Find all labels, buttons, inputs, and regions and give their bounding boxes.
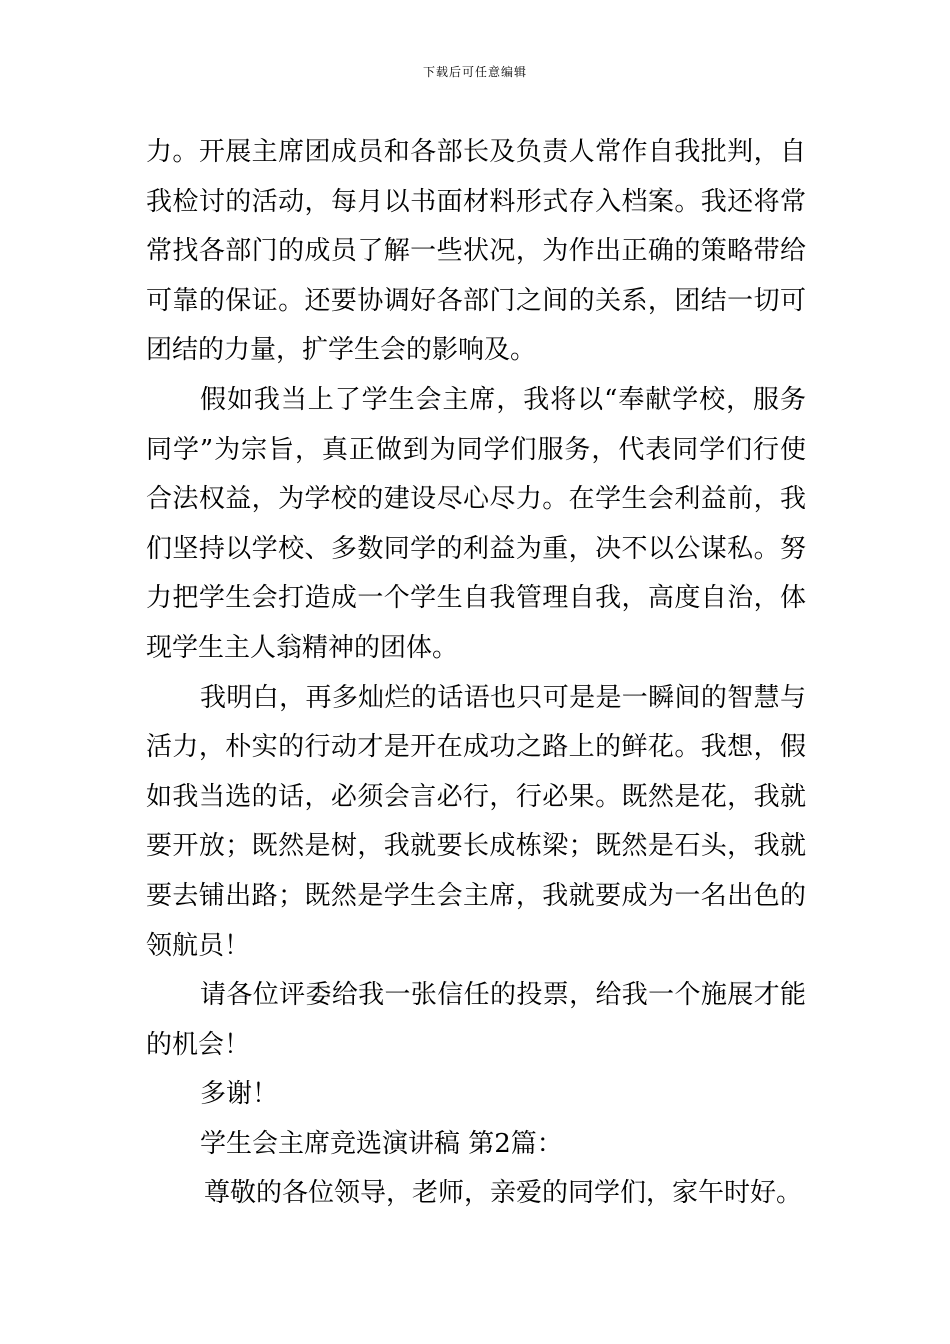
text-line: 我检讨的活动，每月以书面材料形式存入档案。我还将常: [146, 186, 806, 217]
paragraph: [146, 971, 806, 1070]
text-line: 可靠的保证。还要协调好各部门之间的关系，团结一切可: [146, 285, 806, 316]
document-body: [146, 128, 806, 1219]
text-line: 常找各部门的成员了解一些状况，为作出正确的策略带给: [146, 236, 806, 267]
text-line: 力把学生会打造成一个学生自我管理自我，高度自治，体: [146, 583, 806, 614]
paragraph: [146, 674, 806, 972]
paragraph: [146, 1070, 806, 1120]
text-line: 们坚持以学校、多数同学的利益为重，决不以公谋私。努: [146, 533, 806, 564]
paragraph: [146, 128, 806, 376]
section-heading: [146, 1120, 806, 1170]
page-header: 下载后可任意编辑: [422, 65, 527, 79]
text-line: 团结的力量，扩学生会的影响及。: [146, 335, 537, 366]
text-line: 请各位评委给我一张信任的投票，给我一个施展才能: [200, 980, 806, 1011]
paragraph: [146, 376, 806, 674]
text-line: 合法权益，为学校的建设尽心尽力。在学生会利益前，我: [146, 484, 806, 515]
text-line: 力。开展主席团成员和各部长及负责人常作自我批判，自: [146, 137, 806, 167]
text-line: 的机会！: [146, 1029, 251, 1060]
text-line: 尊敬的各位领导，老师，亲爱的同学们，家午时好。: [204, 1178, 803, 1209]
text-line: 假如我当上了学生会主席，我将以“奉献学校，服务: [200, 384, 806, 415]
text-line: 同学”为宗旨，真正做到为同学们服务，代表同学们行使: [146, 434, 806, 465]
text-line: 我明白，再多灿烂的话语也只可是是一瞬间的智慧与: [200, 682, 806, 713]
text-line: 要去铺出路；既然是学生会主席，我就要成为一名出色的: [146, 880, 806, 911]
text-line: 如我当选的话，必须会言必行，行必果。既然是花，我就: [146, 781, 806, 812]
text-line: 活力，朴实的行动才是开在成功之路上的鲜花。我想，假: [146, 732, 806, 763]
text-line: 学生会主席竞选演讲稿 第2篇：: [200, 1128, 563, 1159]
text-line: 多谢！: [200, 1079, 279, 1110]
text-line: 现学生主人翁精神的团体。: [146, 632, 459, 663]
text-line: 领航员！: [146, 930, 251, 961]
paragraph: [146, 1169, 806, 1219]
text-line: 要开放；既然是树，我就要长成栋梁；既然是石头，我就: [146, 831, 806, 862]
